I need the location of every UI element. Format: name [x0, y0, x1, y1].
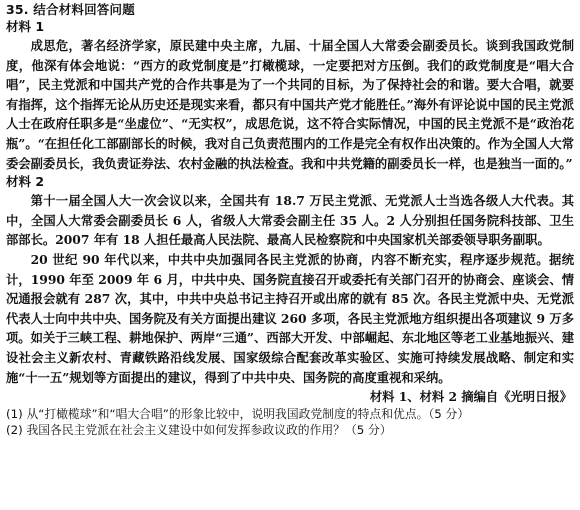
material-1-paragraph: 成思危，著名经济学家，原民建中央主席，九届、十届全国人大常委会副委员长。谈到我国政党制度，他深有体会地说：“西方的政党制度是”打橄榄球，一定要把对方压倒。我们的政党制度是“唱大合唱”，民主党派和中国共产党的合作共事是为了一个共同的目标，为了保持社会的和谐。要大合唱，就要有指挥，这个指挥无论从历史还是现实来看，都只有中国共产党才能胜任。”海外有评论说中国的民主党派人士在政府任职多是“坐虚位”、“无实权”，成思危说，这不符合实际情况，中国的民主党派不是“政治花瓶”。“在担任化工部副部长的时候，我对自己负责范围内的工作是完全有权作出决策的。作为全国人大常委会副委员长，我负责证券法、农村金融的执法检查。我和中共党籍的副委员长一样，也是独当一面的。”	[6, 38, 574, 171]
material-1-label-text: 材料 1	[6, 19, 45, 34]
material-2-paragraph-2: 20 世纪 90 年代以来，中共中央加强同各民主党派的协商，内容不断充实，程序逐步规范。据统计，1990 年至 2009 年 6 月，中共中央、国务院直接召开或委托有关部门召开的协商会、座谈会、情况通报会就有 287 次，其中，中共中央总书记主持召开或出席的就有 85 次。各民主党派中央、无党派代表人士向中共中央、国务院及有关方面提出建议 260 多项，各民主党派地方组织提出各项建议 9 万多项。如关于三峡工程、耕地保护、两岸“三通”、西部大开发、中部崛起、东北地区等老工业基地振兴、建设社会主义新农村、青藏铁路沿线发展、国家级综合配套改革实验区、实施可持续发展战略、制定和实施“十一五”规划等方面提出的建议，得到了中共中央、国务院的高度重视和采纳。	[6, 251, 574, 385]
material-2-label-text: 材料 2	[6, 174, 45, 190]
material-2-label	[6, 173, 574, 191]
question-1: (1) 从“打橄榄球”和“唱大合唱”的形象比较中，说明我国政党制度的特点和优点。（5 分）	[6, 407, 470, 422]
material-1-label	[6, 18, 574, 36]
source-citation: 材料 1、材料 2 摘编自《光明日报》	[369, 389, 572, 405]
question-2: (2) 我国各民主党派在社会主义建设中如何发挥参政议政的作用？（5 分）	[6, 423, 392, 438]
material-2-paragraph-1: 第十一届全国人大一次会议以来，全国共有 18.7 万民主党派、无党派人士当选各级人大代表。其中，全国人大常委会副委员长 6 人，省级人大常委会副主任 35 人。2 人分别担任国务院科技部、卫生部部长。2007 年有 18 人担任最高人民法院、最高人民检察院和中央国家机关部委领导职务副职。	[6, 193, 574, 248]
question-title: 35. 结合材料回答问题	[6, 2, 135, 17]
